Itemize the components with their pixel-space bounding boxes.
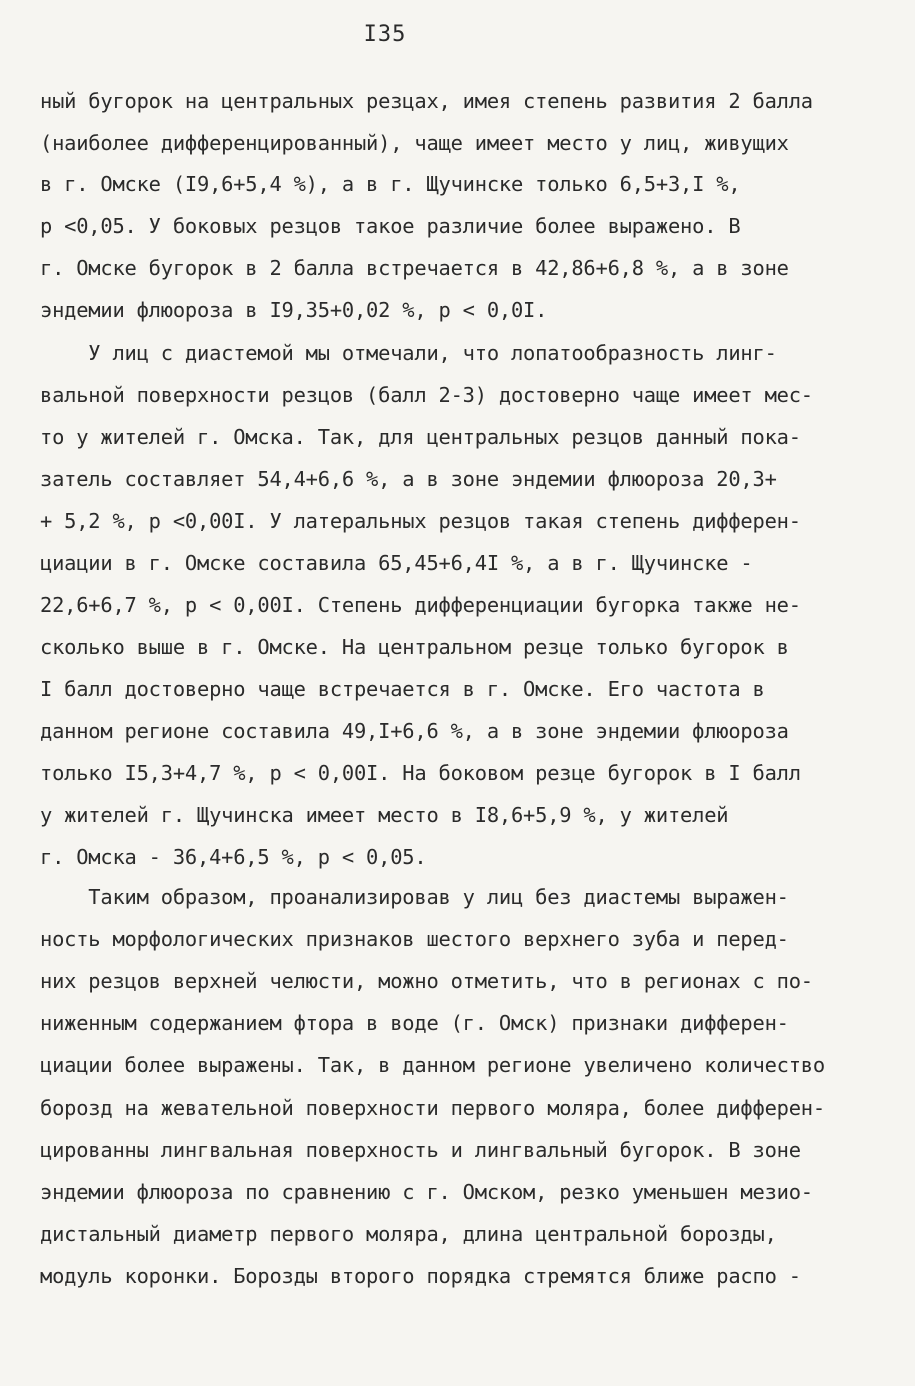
page-number: I35: [363, 22, 407, 47]
text-line: дистальный диаметр первого моляра, длина центральной борозды,: [40, 1222, 777, 1246]
text-line: г. Омска - 36,4+6,5 %, р < 0,05.: [40, 845, 427, 869]
text-line: У лиц с диастемой мы отмечали, что лопатообразность линг-: [40, 341, 777, 365]
text-line: Таким образом, проанализировав у лиц без диастемы выражен-: [40, 885, 789, 909]
text-line: сколько выше в г. Омске. На центральном резце только бугорок в: [40, 635, 789, 659]
text-line: р <0,05. У боковых резцов такое различие более выражено. В: [40, 214, 741, 238]
text-line: (наиболее дифференцированный), чаще имеет место у лиц, живущих: [40, 131, 789, 155]
text-line: эндемии флюороза по сравнению с г. Омском, резко уменьшен мезио-: [40, 1180, 813, 1204]
text-line: эндемии флюороза в I9,35+0,02 %, р < 0,0I.: [40, 298, 548, 322]
text-line: циации более выражены. Так, в данном регионе увеличено количество: [40, 1053, 825, 1077]
text-line: г. Омске бугорок в 2 балла встречается в 42,86+6,8 %, а в зоне: [40, 256, 789, 280]
text-line: ниженным содержанием фтора в воде (г. Омск) признаки дифферен-: [40, 1011, 789, 1035]
text-line: у жителей г. Щучинска имеет место в I8,6+5,9 %, у жителей: [40, 803, 729, 827]
text-line: циации в г. Омске составила 65,45+6,4I %, а в г. Щучинске -: [40, 551, 753, 575]
text-line: борозд на жевательной поверхности первого моляра, более дифферен-: [40, 1096, 825, 1120]
text-line: только I5,3+4,7 %, р < 0,00I. На боковом резце бугорок в I балл: [40, 761, 801, 785]
text-line: I балл достоверно чаще встречается в г. Омске. Его частота в: [40, 677, 765, 701]
text-line: ность морфологических признаков шестого верхнего зуба и перед-: [40, 927, 789, 951]
text-line: в г. Омске (I9,6+5,4 %), а в г. Щучинске только 6,5+3,I %,: [40, 172, 741, 196]
text-line: + 5,2 %, р <0,00I. У латеральных резцов такая степень дифферен-: [40, 509, 801, 533]
text-line: 22,6+6,7 %, р < 0,00I. Степень дифференциации бугорка также не-: [40, 593, 801, 617]
text-line: модуль коронки. Борозды второго порядка стремятся ближе распо -: [40, 1264, 801, 1288]
text-line: вальной поверхности резцов (балл 2-3) достоверно чаще имеет мес-: [40, 383, 813, 407]
text-line: них резцов верхней челюсти, можно отметить, что в регионах с по-: [40, 969, 813, 993]
text-line: данном регионе составила 49,I+6,6 %, а в зоне эндемии флюороза: [40, 719, 789, 743]
text-line: то у жителей г. Омска. Так, для центральных резцов данный пока-: [40, 425, 801, 449]
text-line: затель составляет 54,4+6,6 %, а в зоне эндемии флюороза 20,3+: [40, 467, 777, 491]
text-line: цированны лингвальная поверхность и лингвальный бугорок. В зоне: [40, 1138, 801, 1162]
text-line: ный бугорок на центральных резцах, имея степень развития 2 балла: [40, 89, 813, 113]
